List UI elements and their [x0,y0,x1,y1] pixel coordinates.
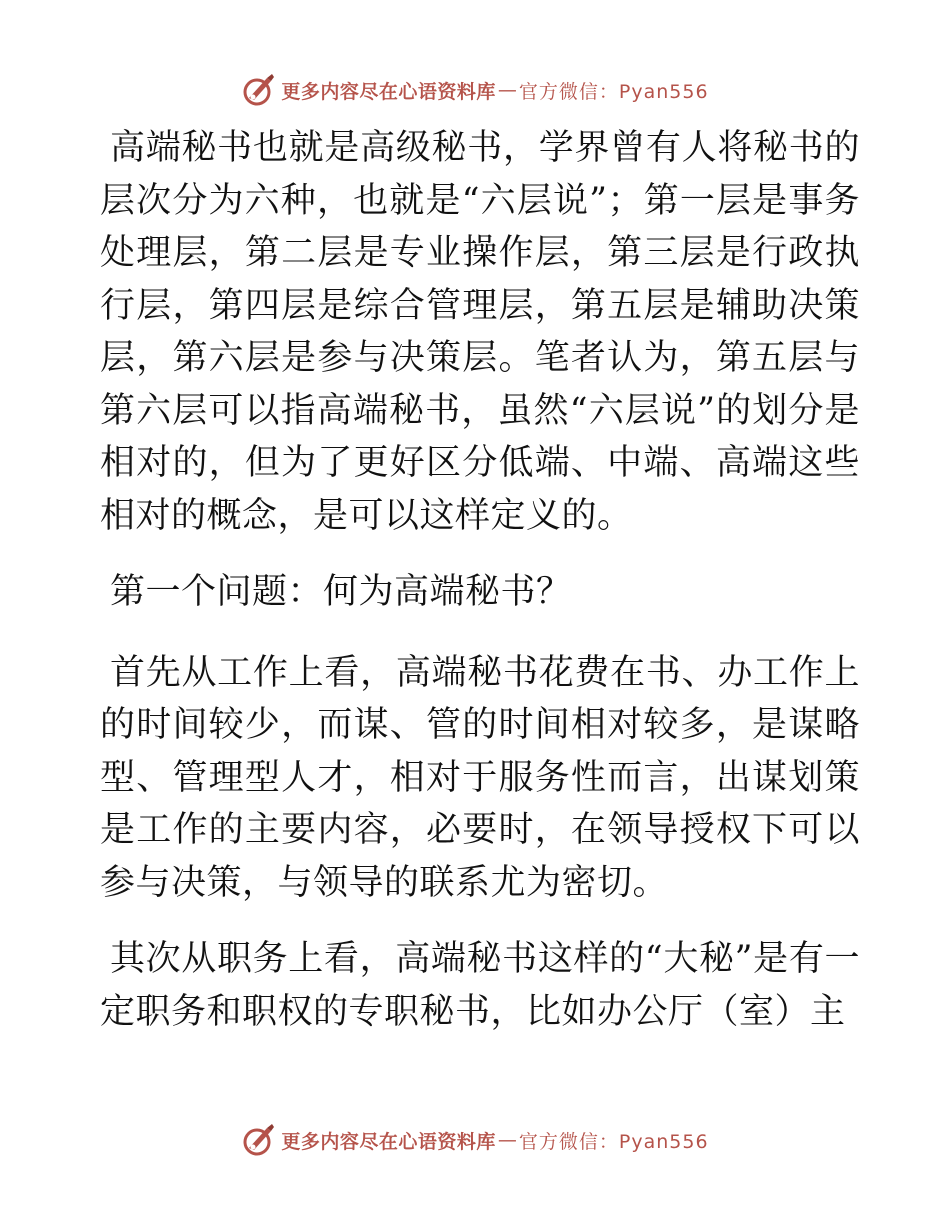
paragraph-work: 首先从工作上看，高端秘书花费在书、办工作上的时间较少，而谋、管的时间相对较多，是谋略型、管理型人才，相对于服务性而言，出谋划策是工作的主要内容，必要时，在领导授权下可以参与决策，与领导的联系尤为密切。 [100,652,860,903]
watermark-banner-bottom [0,1120,950,1160]
paragraph-intro: 高端秘书也就是高级秘书，学界曾有人将秘书的层次分为六种，也就是“六层说”；第一层是事务处理层，第二层是专业操作层，第三层是行政执行层，第四层是综合管理层，第五层是辅助决策层，第六层是参与决策层。笔者认为，第五层与第六层可以指高端秘书，虽然“六层说”的划分是相对的，但为了更好区分低端、中端、高端这些相对的概念，是可以这样定义的。 [100,128,860,536]
watermark-site-name: 更多内容尽在心语资料库 [281,1130,496,1153]
watermark-separator: — [497,79,517,101]
watermark-site-name: 更多内容尽在心语资料库 [281,80,496,103]
watermark-separator: — [497,1129,517,1151]
watermark-banner-top [0,70,950,110]
watermark-wechat: 官方微信：Pyan556 [518,80,709,103]
document-body [100,122,860,1062]
quill-pen-logo-icon [241,1122,277,1158]
paragraph-position: 其次从职务上看，高端秘书这样的“大秘”是有一定职务和职权的专职秘书，比如办公厅（室）主 [100,939,860,1032]
quill-pen-logo-icon [241,72,277,108]
section-heading: 第一个问题：何为高端秘书？ [110,572,572,612]
watermark-wechat: 官方微信：Pyan556 [518,1130,709,1153]
